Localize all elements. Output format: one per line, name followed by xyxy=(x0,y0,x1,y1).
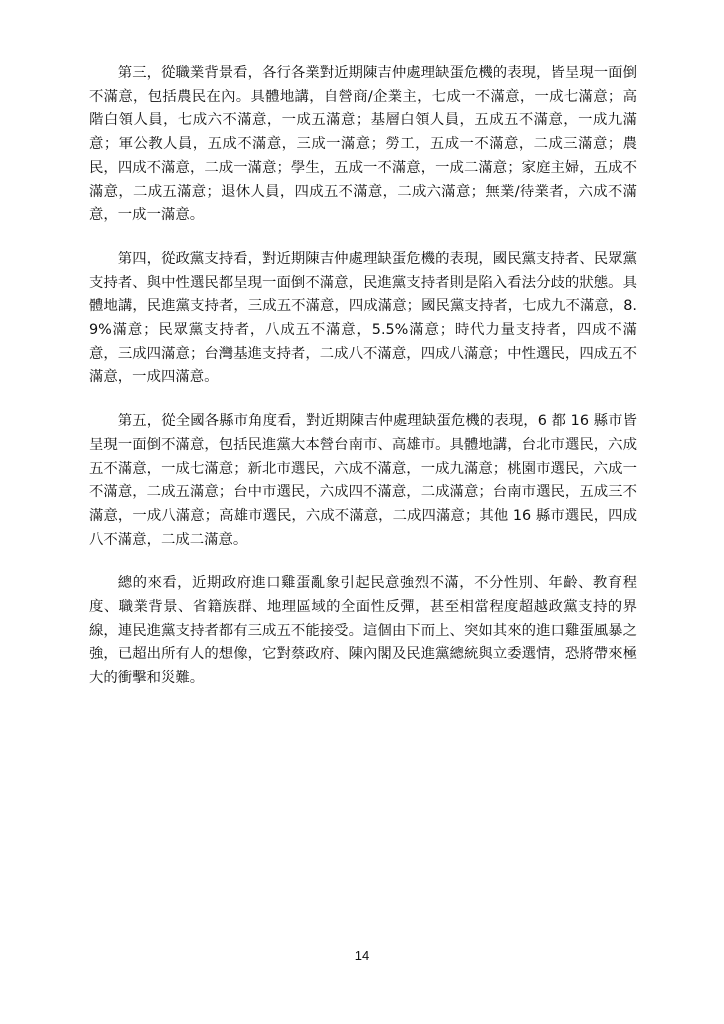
paragraph-occupation: 第三，從職業背景看，各行各業對近期陳吉仲處理缺蛋危機的表現，皆呈現一面倒不滿意，包括農民在內。具體地講，自營商/企業主，七成一不滿意，一成七滿意；高階白領人員，七成六不滿意，一成五滿意；基層白領人員，五成五不滿意，一成九滿意；軍公教人員，五成不滿意，三成一滿意；勞工，五成一不滿意，二成三滿意；農民，四成不滿意，二成一滿意；學生，五成一不滿意，一成二滿意；家庭主婦，五成不滿意，二成五滿意；退休人員，四成五不滿意，二成六滿意；無業/待業者，六成不滿意，一成一滿意。 xyxy=(89,65,637,224)
document-body xyxy=(89,62,637,711)
paragraph-party-support: 第四，從政黨支持看，對近期陳吉仲處理缺蛋危機的表現，國民黨支持者、民眾黨支持者、與中性選民都呈現一面倒不滿意，民進黨支持者則是陷入看法分歧的狀態。具體地講，民進黨支持者，三成五不滿意，四成滿意；國民黨支持者，七成九不滿意，8.9%滿意；民眾黨支持者，八成五不滿意，5.5%滿意；時代力量支持者，四成不滿意，三成四滿意；台灣基進支持者，二成八不滿意，四成八滿意；中性選民，四成五不滿意，一成四滿意。 xyxy=(89,250,637,386)
paragraph-counties: 第五，從全國各縣市角度看，對近期陳吉仲處理缺蛋危機的表現，6 都 16 縣市皆呈現一面倒不滿意，包括民進黨大本營台南市、高雄市。具體地講，台北市選民，六成五不滿意，一成七滿意；新北市選民，六成不滿意，一成九滿意；桃園市選民，六成一不滿意，二成五滿意；台中市選民，六成四不滿意，二成滿意；台南市選民，五成三不滿意，一成八滿意；高雄市選民，六成不滿意，二成四滿意；其他 16 縣市選民，四成八不滿意，二成二滿意。 xyxy=(89,413,637,548)
page-number: 14 xyxy=(354,948,370,963)
paragraph-conclusion: 總的來看，近期政府進口雞蛋亂象引起民意強烈不滿，不分性別、年齡、教育程度、職業背景、省籍族群、地理區域的全面性反彈，甚至相當程度超越政黨支持的界線，連民進黨支持者都有三成五不能接受。這個由下而上、突如其來的進口雞蛋風暴之強，已超出所有人的想像，它對蔡政府、陳內閣及民進黨總統與立委選情，恐將帶來極大的衝擊和災難。 xyxy=(89,575,637,687)
